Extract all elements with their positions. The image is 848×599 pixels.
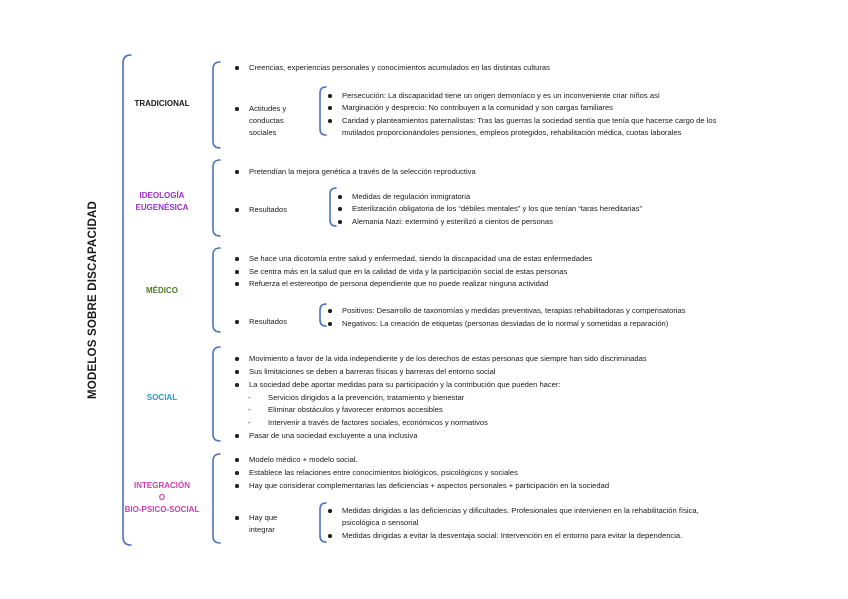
social-bullet-2: Sus limitaciones se deben a barreras físicas y barreras del entorno social [249, 367, 496, 376]
tradicional-bracket [213, 62, 220, 148]
medico-sub-2: Negativos: La creación de etiquetas (personas desviadas de lo normal y sometidas a reparación) [342, 319, 669, 328]
medico-bracket [213, 248, 220, 332]
tradicional-sub-1: Persecución: La discapacidad tiene un origen demoníaco y es un inconveniente criar niños así [342, 91, 660, 100]
medico-bullet-2: Se centra más en la salud que en la calidad de vida y la participación social de estas personas [249, 267, 568, 276]
category-eugenesica [117, 190, 207, 214]
integracion-bracket [213, 454, 220, 543]
medico-sub-1: Positivos: Desarrollo de taxonomías y medidas preventivas, terapias rehabilitadoras y compensatorias [342, 306, 686, 315]
main-title: MODELOS SOBRE DISCAPACIDAD [87, 201, 99, 399]
eugenesica-sub-3: Alemania Nazi: exterminó y esterilizó a cientos de personas [352, 217, 553, 226]
medico-bullet-1: Se hace una dicotomía entre salud y enfermedad, siendo la discapacidad una de estas enfermedades [249, 254, 593, 263]
medico-resultados-bracket [320, 304, 326, 326]
category-integracion [117, 480, 207, 516]
integracion-label-3: BIO-PSICO-SOCIAL [124, 505, 200, 514]
eugenesica-resultados-bracket [330, 188, 336, 226]
main-bracket [123, 55, 131, 545]
medico-resultados-label: Resultados [249, 317, 287, 326]
integracion-sub-1a: Medidas dirigidas a las deficiencias y dificultades. Profesionales que intervienen en la rehabilitación física, [342, 506, 699, 515]
social-bullet-3: La sociedad debe aportar medidas para su participación y la contribución que pueden hacer: [249, 380, 561, 389]
social-bracket [213, 347, 220, 441]
eugenesica-sub-1: Medidas de regulación inmigratoria [352, 192, 471, 201]
tradicional-actitudes-label [249, 103, 286, 139]
eugenesica-bracket [213, 160, 220, 236]
integracion-bullet-2: Establece las relaciones entre conocimientos biológicos, psicológicos y sociales [249, 468, 518, 477]
actitudes-bracket [320, 87, 326, 135]
actitudes-line-3: sociales [249, 128, 277, 137]
category-medico: MÉDICO [146, 286, 178, 295]
medico-bullet-3: Refuerza el estereotipo de persona dependiente que no puede realizar ninguna actividad [249, 279, 549, 288]
hay-que-line-1: Hay que [249, 513, 278, 522]
tradicional-sub-2: Marginación y desprecio: No contribuyen a la comunidad y son cargas familiares [342, 103, 613, 112]
eugenesica-label-2: EUGENÉSICA [135, 203, 189, 212]
eugenesica-label-1: IDEOLOGÍA [139, 191, 185, 200]
tradicional-sub-3a: Caridad y planteamientos paternalistas: Tras las guerras la sociedad sentía que tenía que hacerse cargo de los [342, 116, 717, 125]
social-dash-2: - Eliminar obstáculos y favorecer entornos accesibles [268, 404, 443, 416]
social-dash-1: - Servicios dirigidos a la prevención, tratamiento y bienestar [268, 392, 464, 404]
eugenesica-sub-2: Esterilización obligatoria de los “débiles mentales” y los que tenían “taras hereditarias” [352, 204, 642, 213]
integracion-hay-que-label [249, 512, 277, 536]
tradicional-bullet-1: Creencias, experiencias personales y conocimientos acumulados en las distintas culturas [249, 63, 550, 72]
integracion-bullet-1: Modelo médico + modelo social. [249, 455, 358, 464]
integracion-sub-1b: psicológica o sensorial [342, 518, 419, 527]
social-bullet-4: Pasar de una sociedad excluyente a una inclusiva [249, 431, 418, 440]
integrar-bracket [320, 503, 326, 542]
social-dash-3: - Intervenir a través de factores sociales, económicos y normativos [268, 417, 488, 429]
integracion-bullet-3: Hay que considerar complementarias las deficiencias + aspectos personales + participación en la sociedad [249, 481, 610, 490]
category-tradicional: TRADICIONAL [134, 99, 190, 108]
integracion-label-1: INTEGRACIÓN [134, 481, 190, 490]
eugenesica-bullet-1: Pretendían la mejora genética a través de la selección reproductiva [249, 167, 476, 176]
actitudes-line-2: conductas [249, 116, 284, 125]
integracion-sub-2: Medidas dirigidas a evitar la desventaja social: Intervención en el entorno para evitar la dependencia. [342, 531, 683, 540]
hay-que-line-2: integrar [249, 525, 275, 534]
eugenesica-resultados-label: Resultados [249, 205, 287, 214]
actitudes-line-1: Actitudes y [249, 104, 287, 113]
integracion-label-2: O [158, 493, 166, 502]
social-bullet-1: Movimiento a favor de la vida independiente y de los derechos de estas personas que siempre han sido discriminadas [249, 354, 647, 363]
tradicional-sub-3b: mutilados proporcionándoles pensiones, empleos protegidos, rehabilitación médica, cuotas laborales [342, 128, 682, 137]
category-social: SOCIAL [146, 393, 178, 402]
